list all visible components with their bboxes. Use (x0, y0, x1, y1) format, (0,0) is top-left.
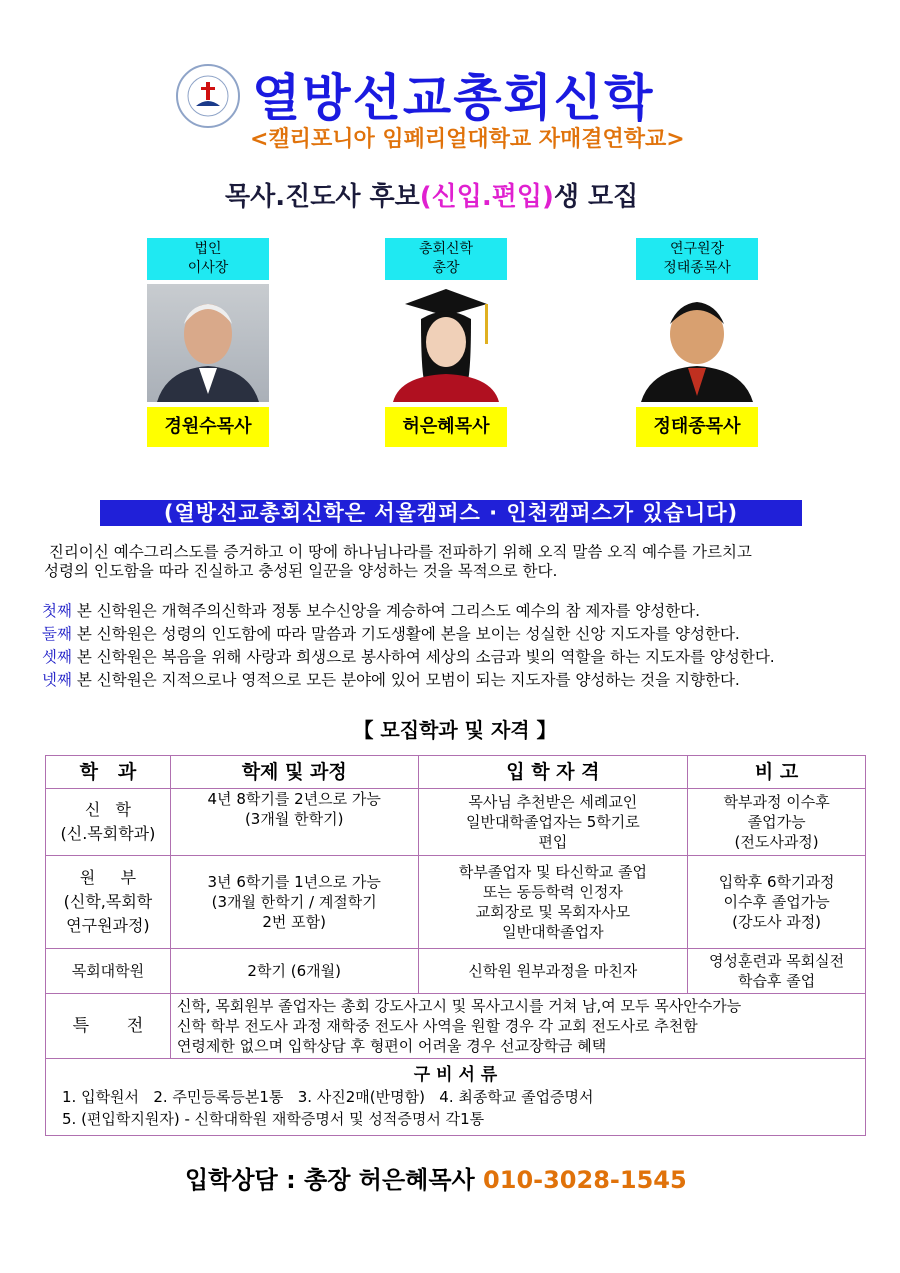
person-name: 경원수목사 (147, 407, 269, 447)
goals-list (42, 600, 872, 692)
recruitment-heading (225, 176, 745, 213)
goal-item: 넷째 본 신학원은 지적으로나 영적으로 모든 분야에 있어 모범이 되는 지도자를 양성하는 것을 지향한다. (42, 671, 740, 689)
admission-table (45, 755, 866, 1136)
person-photo (385, 284, 507, 402)
table-row-special: 특 전 신학, 목회원부 졸업자는 총회 강도사고시 및 목사고시를 거쳐 남,여 모두 목사안수가능 신학 학부 전도사 과정 재학중 전도사 사역을 원할 경우 각 교회 전도사로 추천함 연령제한 없으며 입학상담 후 형편이 어려울 경우 선교장학금 혜택 (46, 994, 866, 1059)
person-photo (147, 284, 269, 402)
table-header: 학 과 학제 및 과정 입 학 자 격 비 고 (46, 756, 866, 789)
campus-banner: (열방선교총회신학은 서울캠퍼스 · 인천캠퍼스가 있습니다) (100, 500, 802, 526)
person-photo (636, 284, 758, 402)
table-row-documents: 구 비 서 류 1. 입학원서 2. 주민등록등본1통 3. 사진2매(반명함) 4. 최종학교 졸업증명서 5. (편입학지원자) - 신학대학원 재학증명서 및 성적증명서 각1통 (46, 1059, 866, 1136)
special-benefits: 신학, 목회원부 졸업자는 총회 강도사고시 및 목사고시를 거쳐 남,여 모두 목사안수가능 신학 학부 전도사 과정 재학중 전도사 사역을 원할 경우 각 교회 전도사로 추천함 연령제한 없으며 입학상담 후 형편이 어려울 경우 선교장학금 혜택 (170, 994, 865, 1059)
table-row: 신 학 (신.목회학과) 4년 8학기를 2년으로 가능 (3개월 한학기) 목사님 추천받은 세례교인 일반대학졸업자는 5학기로 편입 학부과정 이수후 졸업가능 (전도사과정) (46, 789, 866, 856)
person-card (636, 238, 758, 447)
table-row: 원 부 (신학,목회학 연구원과정) 3년 6학기를 1년으로 가능 (3개월 한학기 / 계절학기 2번 포함) 학부졸업자 및 타신학교 졸업 또는 동등학력 인정자 교회장로 및 목회자사모 일반대학졸업자 입학후 6학기과정 이수후 졸업가능 (강도사 과정) (46, 856, 866, 949)
goal-item: 셋째 본 신학원은 복음을 위해 사랑과 희생으로 봉사하여 세상의 소금과 빛의 역할을 하는 지도자를 양성한다. (42, 648, 775, 666)
school-logo (176, 64, 240, 128)
mission-statement: 진리이신 예수그리스도를 증거하고 이 땅에 하나님나라를 전파하기 위해 오직 말씀 오직 예수를 가르치고 성령의 인도함을 따라 진실하고 충성된 일꾼을 양성하는 것을 목적으로 한다. (44, 543, 752, 580)
goal-item: 첫째 본 신학원은 개혁주의신학과 정통 보수신앙을 계승하여 그리스도 예수의 참 제자를 양성한다. (42, 602, 701, 620)
person-role: 총회신학 총장 (385, 238, 507, 280)
table-title: 【 모집학과 및 자격 】 (353, 718, 557, 742)
contact-label: 입학상담 : 총장 허은혜목사 (185, 1166, 484, 1194)
heading-text: 목사.진도사 후보 (225, 182, 420, 212)
person-role: 법인 이사장 (147, 238, 269, 280)
contact-footer (185, 1160, 745, 1195)
school-subtitle: <캘리포니아 임페리얼대학교 자매결연학교> (250, 127, 685, 152)
heading-highlight: (신입.편입) (419, 182, 554, 212)
person-name: 허은혜목사 (385, 407, 507, 447)
person-role: 연구원장 정태종목사 (636, 238, 758, 280)
school-title: 열방선교총회신학 (252, 69, 655, 127)
goal-item: 둘째 본 신학원은 성령의 인도함에 따라 말씀과 기도생활에 본을 보이는 성실한 신앙 지도자를 양성한다. (42, 625, 740, 643)
table-row: 목회대학원 2학기 (6개월) 신학원 원부과정을 마친자 영성훈련과 목회실전 학습후 졸업 (46, 949, 866, 994)
person-name: 정태종목사 (636, 407, 758, 447)
contact-phone: 010-3028-1545 (483, 1166, 687, 1194)
person-card (385, 238, 507, 447)
heading-text: 생 모집 (553, 182, 639, 212)
person-card (147, 238, 269, 447)
